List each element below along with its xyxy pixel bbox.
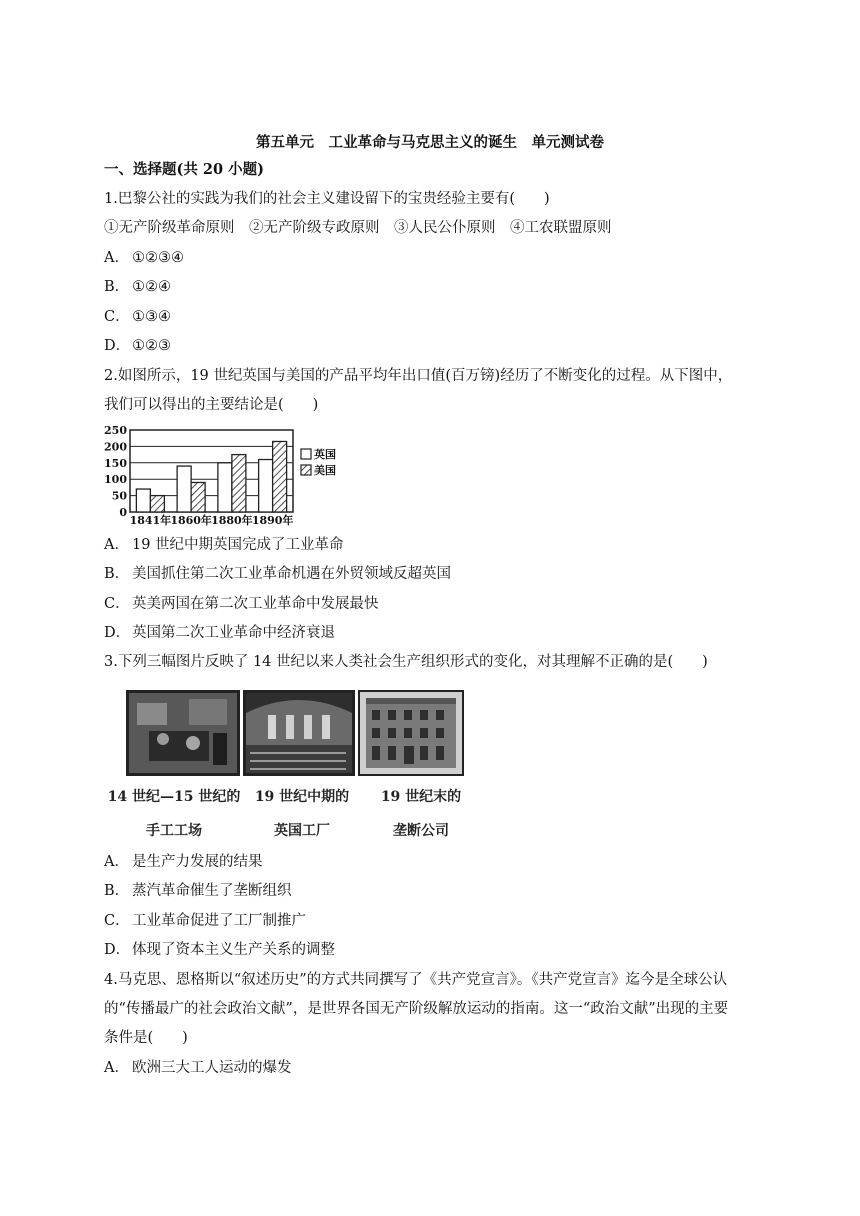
bar-us [191, 482, 205, 512]
q2-option-a[interactable] [104, 535, 344, 555]
factory-image [246, 693, 352, 773]
photo-caption-2: 19 世纪中期的 [254, 789, 350, 805]
photo-caption-1b: 手工工场 [146, 823, 202, 839]
section-heading: 一、选择题(共 20 小题) [104, 161, 264, 178]
q4-stem-line3: 条件是( ) [104, 1030, 188, 1046]
q3-option-b[interactable] [104, 881, 292, 901]
q1-option-d[interactable] [104, 336, 171, 356]
q1-stem: 1.巴黎公社的实践为我们的社会主义建设留下的宝贵经验主要有( ) [104, 191, 550, 207]
q1-items: ①无产阶级革命原则 ②无产阶级专政原则 ③人民公仆原则 ④工农联盟原则 [104, 220, 612, 236]
option-letter: D． [104, 338, 131, 354]
option-letter: D． [104, 625, 131, 641]
bar-uk [177, 466, 191, 512]
q4-stem-line1: 4.马克思、恩格斯以“叙述历史”的方式共同撰写了《共产党宣言》。《共产党宣言》迄今是全球公认 [104, 972, 728, 988]
chart-svg [100, 424, 360, 528]
photo-caption-3b: 垄断公司 [393, 823, 449, 839]
option-text: 美国抓住第二次工业革命机遇在外贸领域反超英国 [132, 566, 451, 582]
option-text: ①②③ [132, 338, 171, 354]
page-title: 第五单元 工业革命与马克思主义的诞生 单元测试卷 [256, 134, 604, 151]
bar-us [273, 441, 287, 512]
q3-option-d[interactable] [104, 940, 335, 960]
option-text: ①②③④ [132, 250, 184, 266]
photo-factory [243, 690, 355, 776]
option-text: ①②④ [132, 279, 171, 295]
option-letter: B． [104, 883, 130, 899]
x-tick-label: 1880年 [211, 514, 253, 527]
y-tick-label: 50 [111, 489, 127, 503]
q2-stem-line1: 2.如图所示，19 世纪英国与美国的产品平均年出口值(百万镑)经历了不断变化的过程。从下图中， [104, 368, 733, 384]
option-text: 19 世纪中期英国完成了工业革命 [132, 537, 344, 553]
option-text: 欧洲三大工人运动的爆发 [132, 1060, 292, 1076]
q1-option-c[interactable] [104, 307, 171, 327]
q2-option-c[interactable] [104, 594, 379, 614]
legend-label: 英国 [314, 448, 336, 461]
q2-option-d[interactable] [104, 623, 335, 643]
q3-option-a[interactable] [104, 852, 263, 872]
photo-caption-3: 19 世纪末的 [380, 789, 462, 805]
photo-caption-2b: 英国工厂 [274, 823, 330, 839]
photo-caption-1: 14 世纪—15 世纪的 [107, 789, 241, 805]
q1-option-b[interactable] [104, 277, 171, 297]
option-letter: B． [104, 279, 130, 295]
q2-stem-line2: 我们可以得出的主要结论是( ) [104, 397, 319, 413]
option-text: 是生产力发展的结果 [132, 854, 263, 870]
option-text: 英国第二次工业革命中经济衰退 [132, 625, 335, 641]
x-tick-label: 1890年 [251, 514, 294, 527]
q4-stem-line2: 的“传播最广的社会政治文献”，是世界各国无产阶级解放运动的指南。这一“政治文献”出现的主要 [104, 1001, 729, 1017]
option-text: 英美两国在第二次工业革命中发展最快 [132, 596, 379, 612]
option-letter: C． [104, 309, 130, 325]
option-text: 体现了资本主义生产关系的调整 [132, 942, 335, 958]
x-tick-label: 1860年 [170, 514, 212, 527]
q2-option-b[interactable] [104, 564, 451, 584]
export-bar-chart [100, 424, 360, 528]
y-tick-label: 0 [119, 506, 127, 519]
option-letter: A． [104, 1060, 129, 1076]
bar-uk [136, 489, 150, 512]
company-building-image [360, 692, 462, 774]
photo-company [358, 690, 464, 776]
x-tick-label: 1841年 [129, 514, 172, 527]
option-letter: C． [104, 596, 130, 612]
legend-swatch-uk [301, 449, 311, 459]
photo-workshop [126, 690, 240, 776]
bar-uk [218, 463, 232, 512]
option-letter: D． [104, 942, 131, 958]
y-tick-label: 250 [104, 424, 127, 437]
option-letter: C． [104, 913, 130, 929]
bar-us [150, 496, 164, 512]
option-text: 工业革命促进了工厂制推广 [132, 913, 306, 929]
q3-photo-strip [100, 686, 480, 839]
bar-uk [259, 460, 273, 512]
q4-option-a[interactable] [104, 1058, 292, 1078]
bar-us [232, 455, 246, 512]
legend-swatch-us [301, 465, 311, 475]
y-tick-label: 100 [104, 473, 127, 487]
option-letter: A． [104, 537, 129, 553]
q3-stem: 3.下列三幅图片反映了 14 世纪以来人类社会生产组织形式的变化，对其理解不正确的是( ) [104, 654, 708, 670]
q3-option-c[interactable] [104, 911, 306, 931]
option-letter: A． [104, 250, 129, 266]
workshop-image [129, 693, 237, 773]
option-text: 蒸汽革命催生了垄断组织 [132, 883, 292, 899]
option-letter: A． [104, 854, 129, 870]
legend-label: 美国 [314, 464, 336, 477]
q1-option-a[interactable] [104, 248, 184, 268]
option-letter: B． [104, 566, 130, 582]
y-tick-label: 150 [104, 456, 127, 470]
y-tick-label: 200 [104, 440, 127, 454]
option-text: ①③④ [132, 309, 171, 325]
